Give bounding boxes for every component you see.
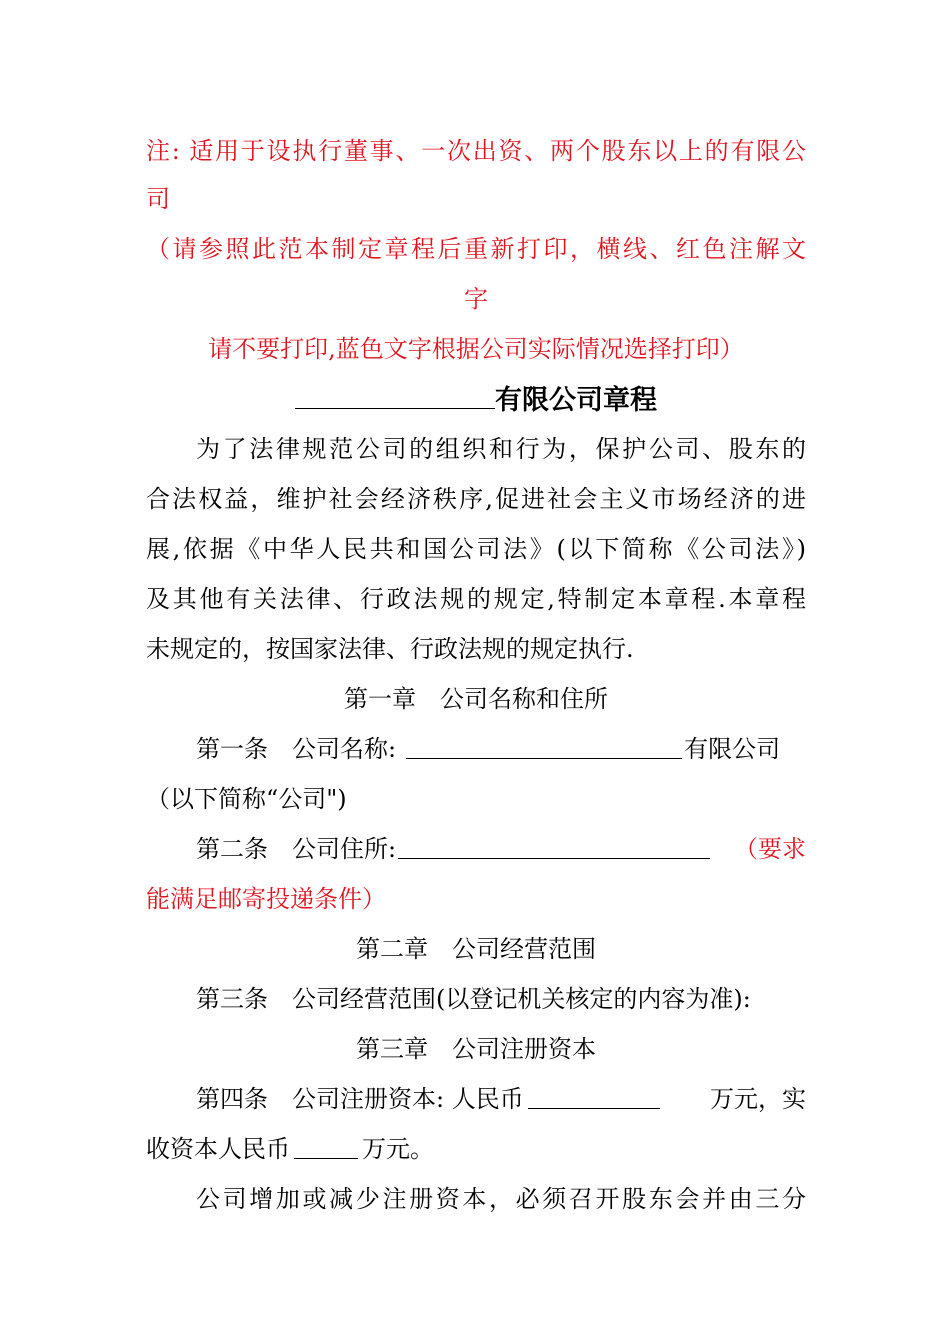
article-1-label: 第一条 公司名称: — [196, 735, 397, 763]
note-line-2: 司 — [146, 185, 170, 213]
article-2-note-cont: 能满足邮寄投递条件） — [146, 885, 386, 913]
article-2-label: 第二条 公司住所: — [196, 835, 397, 863]
article-4-unit: 万元，实 — [710, 1085, 806, 1113]
company-name-field[interactable] — [406, 734, 682, 759]
chapter-3-heading: 第三章 公司注册资本 — [356, 1035, 596, 1063]
document-title-row — [146, 382, 806, 416]
note-line-3: （请参照此范本制定章程后重新打印，横线、红色注解文 — [146, 235, 806, 263]
article-4-cont-unit: 万元。 — [362, 1135, 434, 1163]
paid-in-capital-field[interactable] — [294, 1134, 358, 1159]
article-1-suffix: 有限公司 — [684, 735, 781, 763]
preamble-line-4: 及其他有关法律、行政法规的规定,特制定本章程.本章程 — [146, 585, 806, 613]
article-2-note: （要求 — [734, 835, 806, 863]
article-4 — [146, 1084, 806, 1114]
company-name-blank — [295, 382, 495, 409]
article-2 — [146, 834, 806, 864]
document-page — [146, 0, 806, 1344]
preamble-line-2: 合法权益，维护社会经济秩序,促进社会主义市场经济的进 — [146, 485, 806, 513]
article-3: 第三条 公司经营范围(以登记机关核定的内容为准): — [196, 985, 751, 1013]
article-4-cont-label: 收资本人民币 — [146, 1135, 290, 1163]
note-line-1: 注: 适用于设执行董事、一次出资、两个股东以上的有限公 — [146, 137, 806, 165]
article-1 — [146, 734, 806, 764]
article-4-label: 第四条 公司注册资本: 人民币 — [196, 1085, 524, 1113]
document-title: 有限公司章程 — [495, 385, 657, 416]
preamble-line-3: 展,依据《中华人民共和国公司法》(以下简称《公司法》) — [146, 535, 806, 563]
chapter-2-heading: 第二章 公司经营范围 — [356, 935, 596, 963]
note-line-5: 请不要打印,蓝色文字根据公司实际情况选择打印） — [208, 335, 744, 363]
chapter-1-heading: 第一章 公司名称和住所 — [344, 685, 608, 713]
article-1-cont: （以下简称“公司") — [146, 785, 347, 813]
article-4-cont — [146, 1134, 806, 1164]
preamble-line-1: 为了法律规范公司的组织和行为，保护公司、股东的 — [196, 435, 806, 463]
article-4-paragraph: 公司增加或减少注册资本，必须召开股东会并由三分 — [196, 1185, 806, 1213]
registered-capital-field[interactable] — [528, 1084, 660, 1109]
preamble-line-5: 未规定的，按国家法律、行政法规的规定执行. — [146, 635, 634, 663]
company-address-field[interactable] — [398, 834, 710, 859]
note-line-4: 字 — [464, 285, 488, 313]
